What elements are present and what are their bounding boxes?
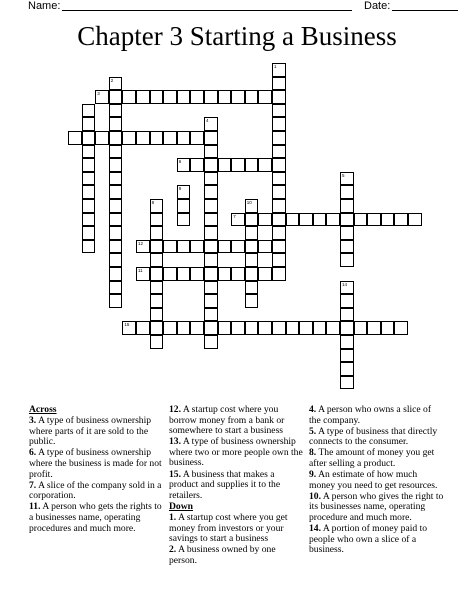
crossword-cell[interactable] [272, 145, 286, 159]
crossword-cell[interactable] [177, 90, 191, 104]
crossword-cell[interactable] [204, 199, 218, 213]
crossword-cell[interactable] [204, 158, 218, 172]
crossword-cell[interactable] [340, 281, 354, 295]
crossword-cell[interactable] [109, 104, 123, 118]
crossword-cell[interactable] [326, 321, 340, 335]
crossword-cell[interactable] [204, 267, 218, 281]
crossword-cell[interactable] [136, 90, 150, 104]
crossword-cell[interactable] [245, 281, 259, 295]
crossword-cell[interactable] [150, 335, 164, 349]
crossword-clue-number: 1 [274, 64, 277, 69]
crossword-cell[interactable] [367, 213, 381, 227]
crossword-cell[interactable] [190, 267, 204, 281]
crossword-cell[interactable] [204, 240, 218, 254]
clue-across-3: 3. A type of business ownership where parts of it are sold to the public. [29, 415, 152, 448]
crossword-cell[interactable] [245, 226, 259, 240]
crossword-cell[interactable] [340, 199, 354, 213]
crossword-clue-number: 2 [110, 77, 114, 83]
crossword-cell[interactable] [177, 240, 191, 254]
crossword-cell[interactable] [245, 213, 259, 227]
crossword-cell[interactable] [109, 199, 123, 213]
crossword-cell[interactable] [258, 321, 272, 335]
crossword-cell[interactable] [204, 145, 218, 159]
crossword-cell[interactable] [68, 131, 82, 145]
clue-down-5: 5. A type of business that directly connects to the consumer. [309, 425, 438, 448]
crossword-cell[interactable] [190, 240, 204, 254]
crossword-cell[interactable] [340, 172, 354, 186]
clue-across-15: 15. A business that makes a product and supplies it to the retailers. [169, 468, 281, 501]
crossword-cell[interactable] [340, 213, 354, 227]
crossword-cell[interactable] [177, 213, 191, 227]
crossword-cell[interactable] [204, 213, 218, 227]
clue-down-10: 10. A person who gives the right to its businesses name, operating procedure and much more. [309, 490, 444, 523]
crossword-cell[interactable] [82, 185, 96, 199]
clues-column-2 [169, 405, 305, 567]
crossword-clue-number: 11 [138, 268, 143, 273]
crossword-cell[interactable] [190, 321, 204, 335]
crossword-cell[interactable] [272, 240, 286, 254]
crossword-cell[interactable] [122, 131, 136, 145]
crossword-clue-number: 15 [124, 322, 130, 328]
crossword-cell[interactable] [177, 267, 191, 281]
crossword-cell[interactable] [150, 308, 164, 322]
crossword-cell[interactable] [109, 77, 123, 91]
crossword-cell[interactable] [340, 253, 354, 267]
crossword-cell[interactable] [245, 199, 259, 213]
crossword-cell[interactable] [204, 185, 218, 199]
crossword-cell[interactable] [204, 117, 218, 131]
crossword-clue-number: 12 [138, 240, 144, 246]
crossword-cell[interactable] [82, 158, 96, 172]
crossword-cell[interactable] [177, 199, 191, 213]
crossword-cell[interactable] [177, 158, 191, 172]
crossword-cell[interactable] [177, 185, 191, 199]
crossword-cell[interactable] [82, 145, 96, 159]
crossword-cell[interactable] [190, 90, 204, 104]
crossword-cell[interactable] [272, 185, 286, 199]
page-title: Chapter 3 Starting a Business [77, 21, 397, 51]
crossword-cell[interactable] [150, 281, 164, 295]
crossword-cell[interactable] [340, 226, 354, 240]
crossword-cell[interactable] [272, 90, 286, 104]
crossword-cell[interactable] [109, 185, 123, 199]
crossword-cell[interactable] [95, 90, 109, 104]
crossword-cell[interactable] [204, 90, 218, 104]
crossword-cell[interactable] [204, 294, 218, 308]
clue-down-1: 1. A startup cost where you get money from investors or your savings to start a business [169, 511, 288, 545]
crossword-cell[interactable] [340, 308, 354, 322]
clue-down-8: 8. The amount of money you get after selling a product. [309, 447, 435, 469]
crossword-cell[interactable] [218, 267, 232, 281]
crossword-cell[interactable] [204, 321, 218, 335]
crossword-cell[interactable] [190, 158, 204, 172]
crossword-clue-number: 9 [178, 186, 182, 192]
crossword-cell[interactable] [340, 349, 354, 363]
crossword-cell[interactable] [367, 321, 381, 335]
crossword-cell[interactable] [245, 90, 259, 104]
crossword-cell[interactable] [109, 117, 123, 131]
crossword-cell[interactable] [231, 240, 245, 254]
across-heading: Across [29, 404, 57, 415]
crossword-cell[interactable] [163, 267, 177, 281]
crossword-cell[interactable] [272, 77, 286, 91]
crossword-cell[interactable] [408, 213, 422, 227]
crossword-cell[interactable] [109, 172, 123, 186]
crossword-cell[interactable] [218, 158, 232, 172]
crossword-clue-number: 5 [342, 172, 345, 178]
crossword-cell[interactable] [136, 267, 150, 281]
crossword-cell[interactable] [286, 213, 300, 227]
crossword-cell[interactable] [299, 321, 313, 335]
crossword-cell[interactable] [272, 63, 286, 77]
crossword-cell[interactable] [394, 213, 408, 227]
crossword-cell[interactable] [272, 104, 286, 118]
crossword-cell[interactable] [231, 158, 245, 172]
crossword-cell[interactable] [245, 321, 259, 335]
crossword-clue-number: 3 [97, 91, 100, 97]
crossword-cell[interactable] [109, 158, 123, 172]
crossword-cell[interactable] [82, 226, 96, 240]
crossword-cell[interactable] [122, 90, 136, 104]
crossword-cell[interactable] [109, 145, 123, 159]
crossword-cell[interactable] [109, 131, 123, 145]
crossword-cell[interactable] [272, 226, 286, 240]
crossword-cell[interactable] [340, 321, 354, 335]
crossword-cell[interactable] [218, 90, 232, 104]
crossword-cell[interactable] [204, 172, 218, 186]
crossword-clue-number: 4 [206, 118, 209, 124]
crossword-cell[interactable] [177, 321, 191, 335]
crossword-cell[interactable] [272, 158, 286, 172]
crossword-cell[interactable] [82, 131, 96, 145]
crossword-cell[interactable] [82, 213, 96, 227]
crossword-cell[interactable] [136, 240, 150, 254]
crossword-cell[interactable] [394, 321, 408, 335]
crossword-cell[interactable] [122, 321, 136, 335]
crossword-cell[interactable] [286, 321, 300, 335]
clue-across-11: 11. A person who gets the rights to a businesses name, operating procedures and much more. [29, 501, 162, 534]
crossword-cell[interactable] [381, 213, 395, 227]
crossword-cell[interactable] [340, 335, 354, 349]
crossword-cell[interactable] [150, 199, 164, 213]
crossword-cell[interactable] [245, 267, 259, 281]
crossword-cell[interactable] [163, 131, 177, 145]
crossword-cell[interactable] [163, 90, 177, 104]
crossword-cell[interactable] [109, 267, 123, 281]
crossword-cell[interactable] [109, 213, 123, 227]
crossword-cell[interactable] [231, 321, 245, 335]
clue-across-12: 12. A startup cost where you borrow money from a bank or somewhere to start a business [169, 404, 285, 437]
crossword-cell[interactable] [272, 199, 286, 213]
clue-across-7: 7. A slice of the company sold in a corporation. [29, 479, 162, 502]
clue-down-14: 14. A portion of money paid to people who own a slice of a business. [309, 523, 428, 556]
crossword-cell[interactable] [163, 240, 177, 254]
crossword-cell[interactable] [204, 308, 218, 322]
crossword-cell[interactable] [258, 213, 272, 227]
crossword-cell[interactable] [313, 321, 327, 335]
crossword-cell[interactable] [204, 131, 218, 145]
clue-down-9: 9. An estimate of how much money you need to get resources. [309, 469, 438, 491]
clues-column-3 [309, 405, 445, 556]
crossword-cell[interactable] [272, 267, 286, 281]
crossword-cell[interactable] [326, 213, 340, 227]
crossword-cell[interactable] [245, 240, 259, 254]
crossword-cell[interactable] [177, 131, 191, 145]
crossword-cell[interactable] [109, 294, 123, 308]
crossword-cell[interactable] [150, 90, 164, 104]
crossword-clue-number: 6 [178, 159, 182, 165]
crossword-cell[interactable] [190, 131, 204, 145]
crossword-cell[interactable] [245, 158, 259, 172]
crossword-cell[interactable] [109, 253, 123, 267]
clue-across-6: 6. A type of business ownership where the business is made for not profit. [29, 447, 162, 480]
crossword-cell[interactable] [245, 294, 259, 308]
crossword-cell[interactable] [150, 321, 164, 335]
clues-column-1 [29, 405, 165, 535]
crossword-cell[interactable] [272, 172, 286, 186]
crossword-cell[interactable] [258, 240, 272, 254]
crossword-cell[interactable] [299, 213, 313, 227]
down-heading: Down [169, 500, 193, 512]
clue-down-4: 4. A person who owns a slice of the company. [309, 404, 432, 426]
crossword-cell[interactable] [95, 131, 109, 145]
crossword-cell[interactable] [109, 281, 123, 295]
crossword-cell[interactable] [82, 104, 96, 118]
crossword-cell[interactable] [231, 267, 245, 281]
crossword-clue-number: 8 [151, 200, 155, 205]
crossword-cell[interactable] [340, 294, 354, 308]
clue-across-13: 13. A type of business ownership where two or more people own the business. [169, 436, 303, 469]
crossword-cell[interactable] [150, 267, 164, 281]
crossword-cell[interactable] [272, 321, 286, 335]
crossword-cell[interactable] [82, 172, 96, 186]
crossword-cell[interactable] [109, 226, 123, 240]
crossword-cell[interactable] [82, 199, 96, 213]
crossword-cell[interactable] [204, 253, 218, 267]
crossword-cell[interactable] [354, 213, 368, 227]
crossword-cell[interactable] [163, 321, 177, 335]
crossword-cell[interactable] [204, 281, 218, 295]
clue-down-2: 2. A business owned by one person. [169, 544, 276, 566]
crossword-cell[interactable] [272, 117, 286, 131]
crossword-cell[interactable] [231, 213, 245, 227]
crossword-cell[interactable] [150, 253, 164, 267]
crossword-cell[interactable] [272, 253, 286, 267]
crossword-clue-number: 14 [342, 281, 348, 287]
name-label: Name: [28, 0, 61, 12]
crossword-cell[interactable] [150, 240, 164, 254]
date-label: Date: [364, 0, 391, 12]
crossword-cell[interactable] [109, 90, 123, 104]
crossword-cell[interactable] [136, 321, 150, 335]
crossword-cell[interactable] [150, 226, 164, 240]
crossword-cell[interactable] [204, 226, 218, 240]
crossword-cell[interactable] [218, 240, 232, 254]
crossword-cell[interactable] [272, 213, 286, 227]
crossword-cell[interactable] [136, 131, 150, 145]
crossword-cell[interactable] [381, 321, 395, 335]
crossword-clue-number: 10 [246, 200, 252, 205]
crossword-cell[interactable] [340, 362, 354, 376]
crossword-cell[interactable] [218, 321, 232, 335]
crossword-cell[interactable] [82, 240, 96, 254]
crossword-cell[interactable] [340, 185, 354, 199]
crossword-cell[interactable] [245, 253, 259, 267]
crossword-cell[interactable] [340, 240, 354, 254]
crossword-cell[interactable] [150, 131, 164, 145]
crossword-cell[interactable] [231, 90, 245, 104]
crossword-cell[interactable] [258, 90, 272, 104]
crossword-cell[interactable] [313, 213, 327, 227]
crossword-cell[interactable] [258, 158, 272, 172]
crossword-cell[interactable] [204, 335, 218, 349]
crossword-cell[interactable] [150, 294, 164, 308]
crossword-cell[interactable] [354, 321, 368, 335]
crossword-cell[interactable] [150, 213, 164, 227]
crossword-cell[interactable] [272, 131, 286, 145]
crossword-cell[interactable] [340, 376, 354, 390]
crossword-cell[interactable] [109, 240, 123, 254]
crossword-cell[interactable] [258, 267, 272, 281]
crossword-cell[interactable] [82, 117, 96, 131]
crossword-clue-number: 7 [233, 213, 236, 219]
